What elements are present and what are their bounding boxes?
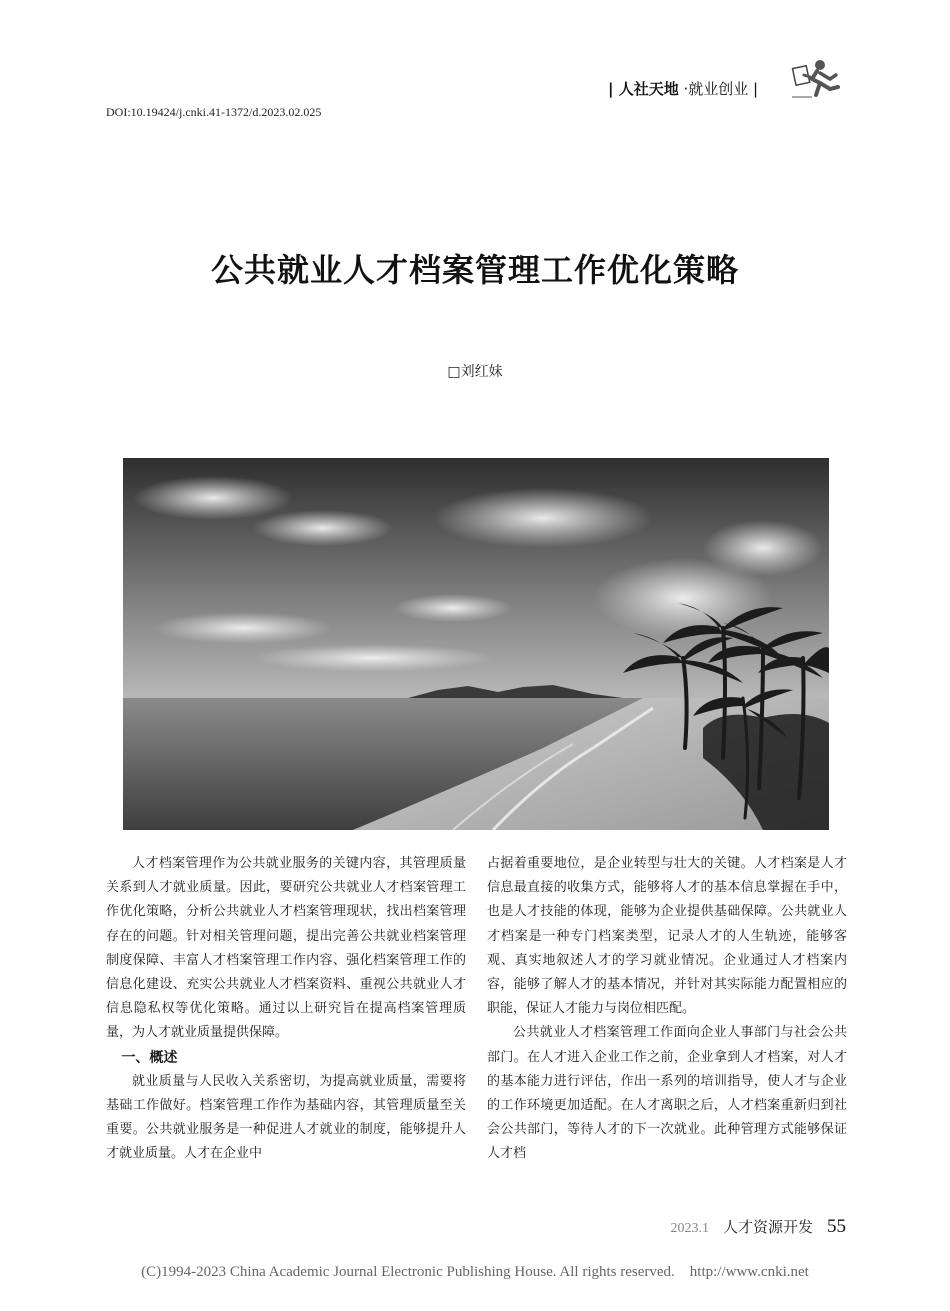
section-name: 人社天地: [618, 80, 679, 98]
right-column: [487, 852, 847, 1167]
body-paragraph: 公共就业人才档案管理工作面向企业人事部门与社会公共部门。在人才进入企业工作之前，企业拿到人才档案，对人才的基本能力进行评估，作出一系列的培训指导，使人才与企业的工作环境更加适配。在人才离职之后，人才档案重新归到社会公共部门，等待人才的下一次就业。此种管理方式能够保证人才档: [487, 1025, 847, 1162]
abstract-paragraph: 人才档案管理作为公共就业服务的关键内容，其管理质量关系到人才就业质量。因此，要研究公共就业人才档案管理工作优化策略，分析公共就业人才档案管理现状，找出档案管理存在的问题。针对相关管理问题，提出完善公共就业档案管理制度保障、丰富人才档案管理工作内容、强化档案管理工作的信息化建设、充实公共就业人才档案资料、重视公共就业人才信息隐私权等优化策略。通过以上研究旨在提高档案管理质量，为人才就业质量提供保障。: [106, 856, 466, 1041]
page-number: 55: [827, 1216, 846, 1237]
beach-photo: [123, 458, 829, 830]
section-header: [608, 78, 758, 99]
section-divider: |: [608, 80, 619, 98]
doi: DOI:10.19424/j.cnki.41-1372/d.2023.02.025: [106, 105, 322, 119]
running-man-with-document-icon: [790, 57, 846, 101]
journal-name: 人才资源开发: [722, 1218, 813, 1236]
article-title: 公共就业人才档案管理工作优化策略: [210, 251, 739, 289]
body-paragraph: 就业质量与人民收入关系密切，为提高就业质量，需要将基础工作做好。档案管理工作作为基础内容，其管理质量至关重要。公共就业服务是一种促进人才就业的制度，能够提升人才就业质量。人才在企业中: [106, 1073, 466, 1162]
article-author: □刘红妹: [447, 364, 503, 380]
section-divider-end: |: [748, 80, 759, 98]
left-column: [106, 852, 466, 1166]
issue-number: 2023.1: [670, 1221, 709, 1236]
body-paragraph: 占据着重要地位，是企业转型与壮大的关键。人才档案是人才信息最直接的收集方式，能够将人才的基本信息掌握在手中，也是人才技能的体现，能够为企业提供基础保障。公共就业人才档案是一种专门档案类型，记录人才的人生轨迹，能够客观、真实地叙述人才的学习就业情况。企业通过人才档案内容，能够了解人才的基本情况，并针对其实际能力配置相应的职能，保证人才能力与岗位相匹配。: [487, 856, 847, 1017]
section-heading-overview: 一、概述: [121, 1049, 178, 1066]
page-footer: [670, 1216, 846, 1238]
copyright-line: (C)1994-2023 China Academic Journal Electronic Publishing House. All rights reserved. http://www.cnki.net: [141, 1264, 809, 1280]
subsection-separator: ·: [678, 80, 689, 98]
subsection-name: 就业创业: [688, 80, 749, 98]
